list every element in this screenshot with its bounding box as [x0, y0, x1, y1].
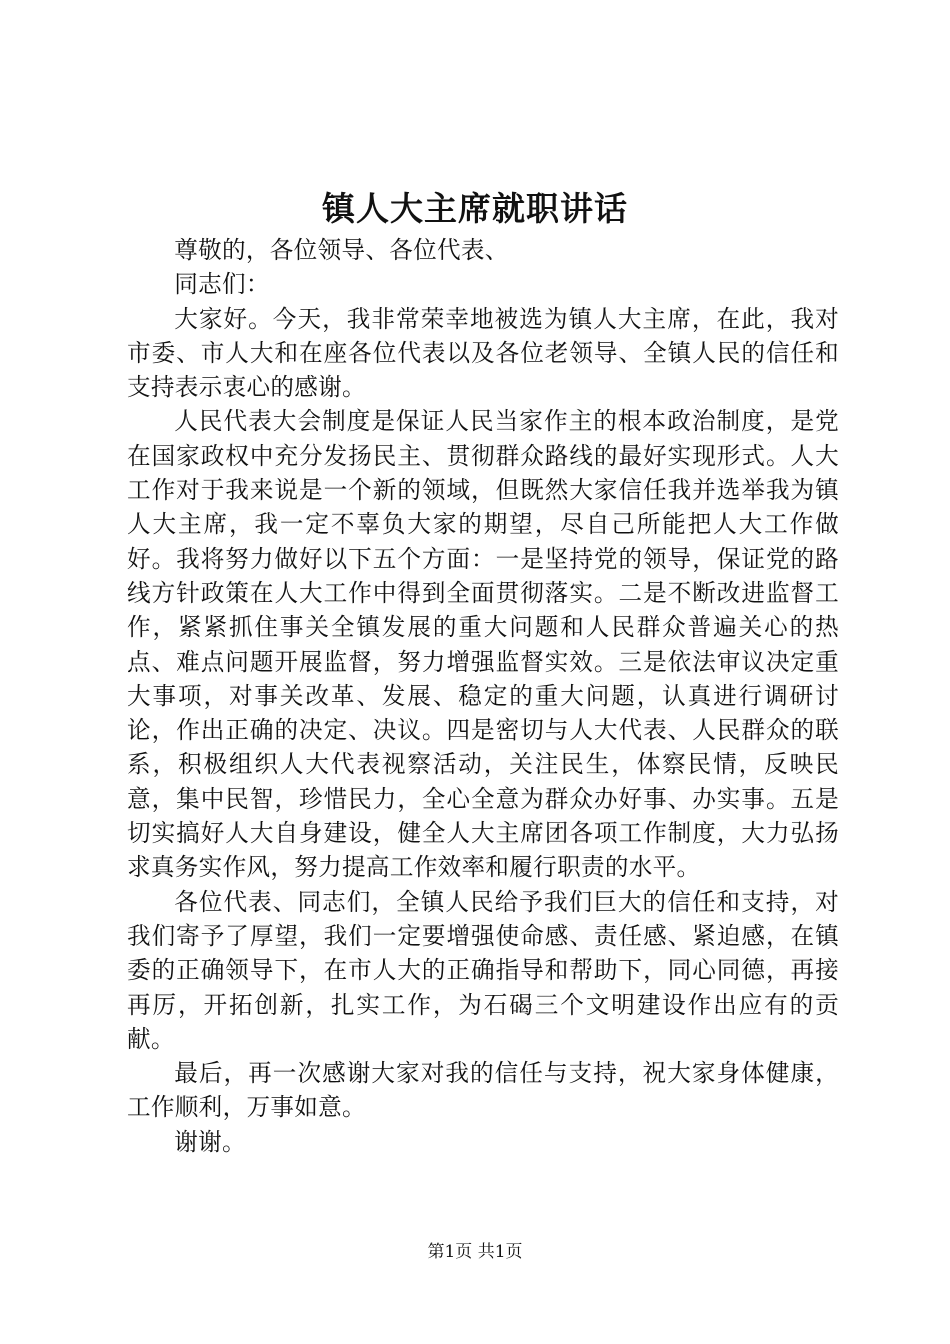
body-paragraph: 人民代表大会制度是保证人民当家作主的根本政治制度，是党在国家政权中充分发扬民主、贯彻群众路线的最好实现形式。人大工作对于我来说是一个新的领域，但既然大家信任我并选举我为镇人大主席，我一定不辜负大家的期望，尽自己所能把人大工作做好。我将努力做好以下五个方面：一是坚持党的领导，保证党的路线方针政策在人大工作中得到全面贯彻落实。二是不断改进监督工作，紧紧抓住事关全镇发展的重大问题和人民群众普遍关心的热点、难点问题开展监督，努力增强监督实效。三是依法审议决定重大事项，对事关改革、发展、稳定的重大问题，认真进行调研讨论，作出正确的决定、决议。四是密切与人大代表、人民群众的联系，积极组织人大代表视察活动，关注民生，体察民情，反映民意，集中民智，珍惜民力，全心全意为群众办好事、办实事。五是切实搞好人大自身建设，健全人大主席团各项工作制度，大力弘扬求真务实作风，努力提高工作效率和履行职责的水平。 — [127, 407, 839, 882]
document-body — [127, 233, 839, 1159]
body-paragraph: 最后，再一次感谢大家对我的信任与支持，祝大家身体健康，工作顺利，万事如意。 — [127, 1059, 839, 1122]
salutation-line: 尊敬的，各位领导、各位代表、 — [174, 236, 509, 264]
closing-line: 谢谢。 — [174, 1127, 246, 1156]
document-title: 镇人大主席就职讲话 — [322, 189, 628, 228]
body-paragraph: 大家好。今天，我非常荣幸地被选为镇人大主席，在此，我对市委、市人大和在座各位代表以及各位老领导、全镇人民的信任和支持表示衷心的感谢。 — [127, 304, 839, 402]
salutation-line: 同志们： — [174, 270, 270, 299]
page-footer: 第1页 共1页 — [427, 1242, 523, 1262]
body-paragraph: 各位代表、同志们，全镇人民给予我们巨大的信任和支持，对我们寄予了厚望，我们一定要增强使命感、责任感、紧迫感，在镇委的正确领导下，在市人大的正确指导和帮助下，同心同德，再接再厉，开拓创新，扎实工作，为石碣三个文明建设作出应有的贡献。 — [127, 887, 839, 1053]
